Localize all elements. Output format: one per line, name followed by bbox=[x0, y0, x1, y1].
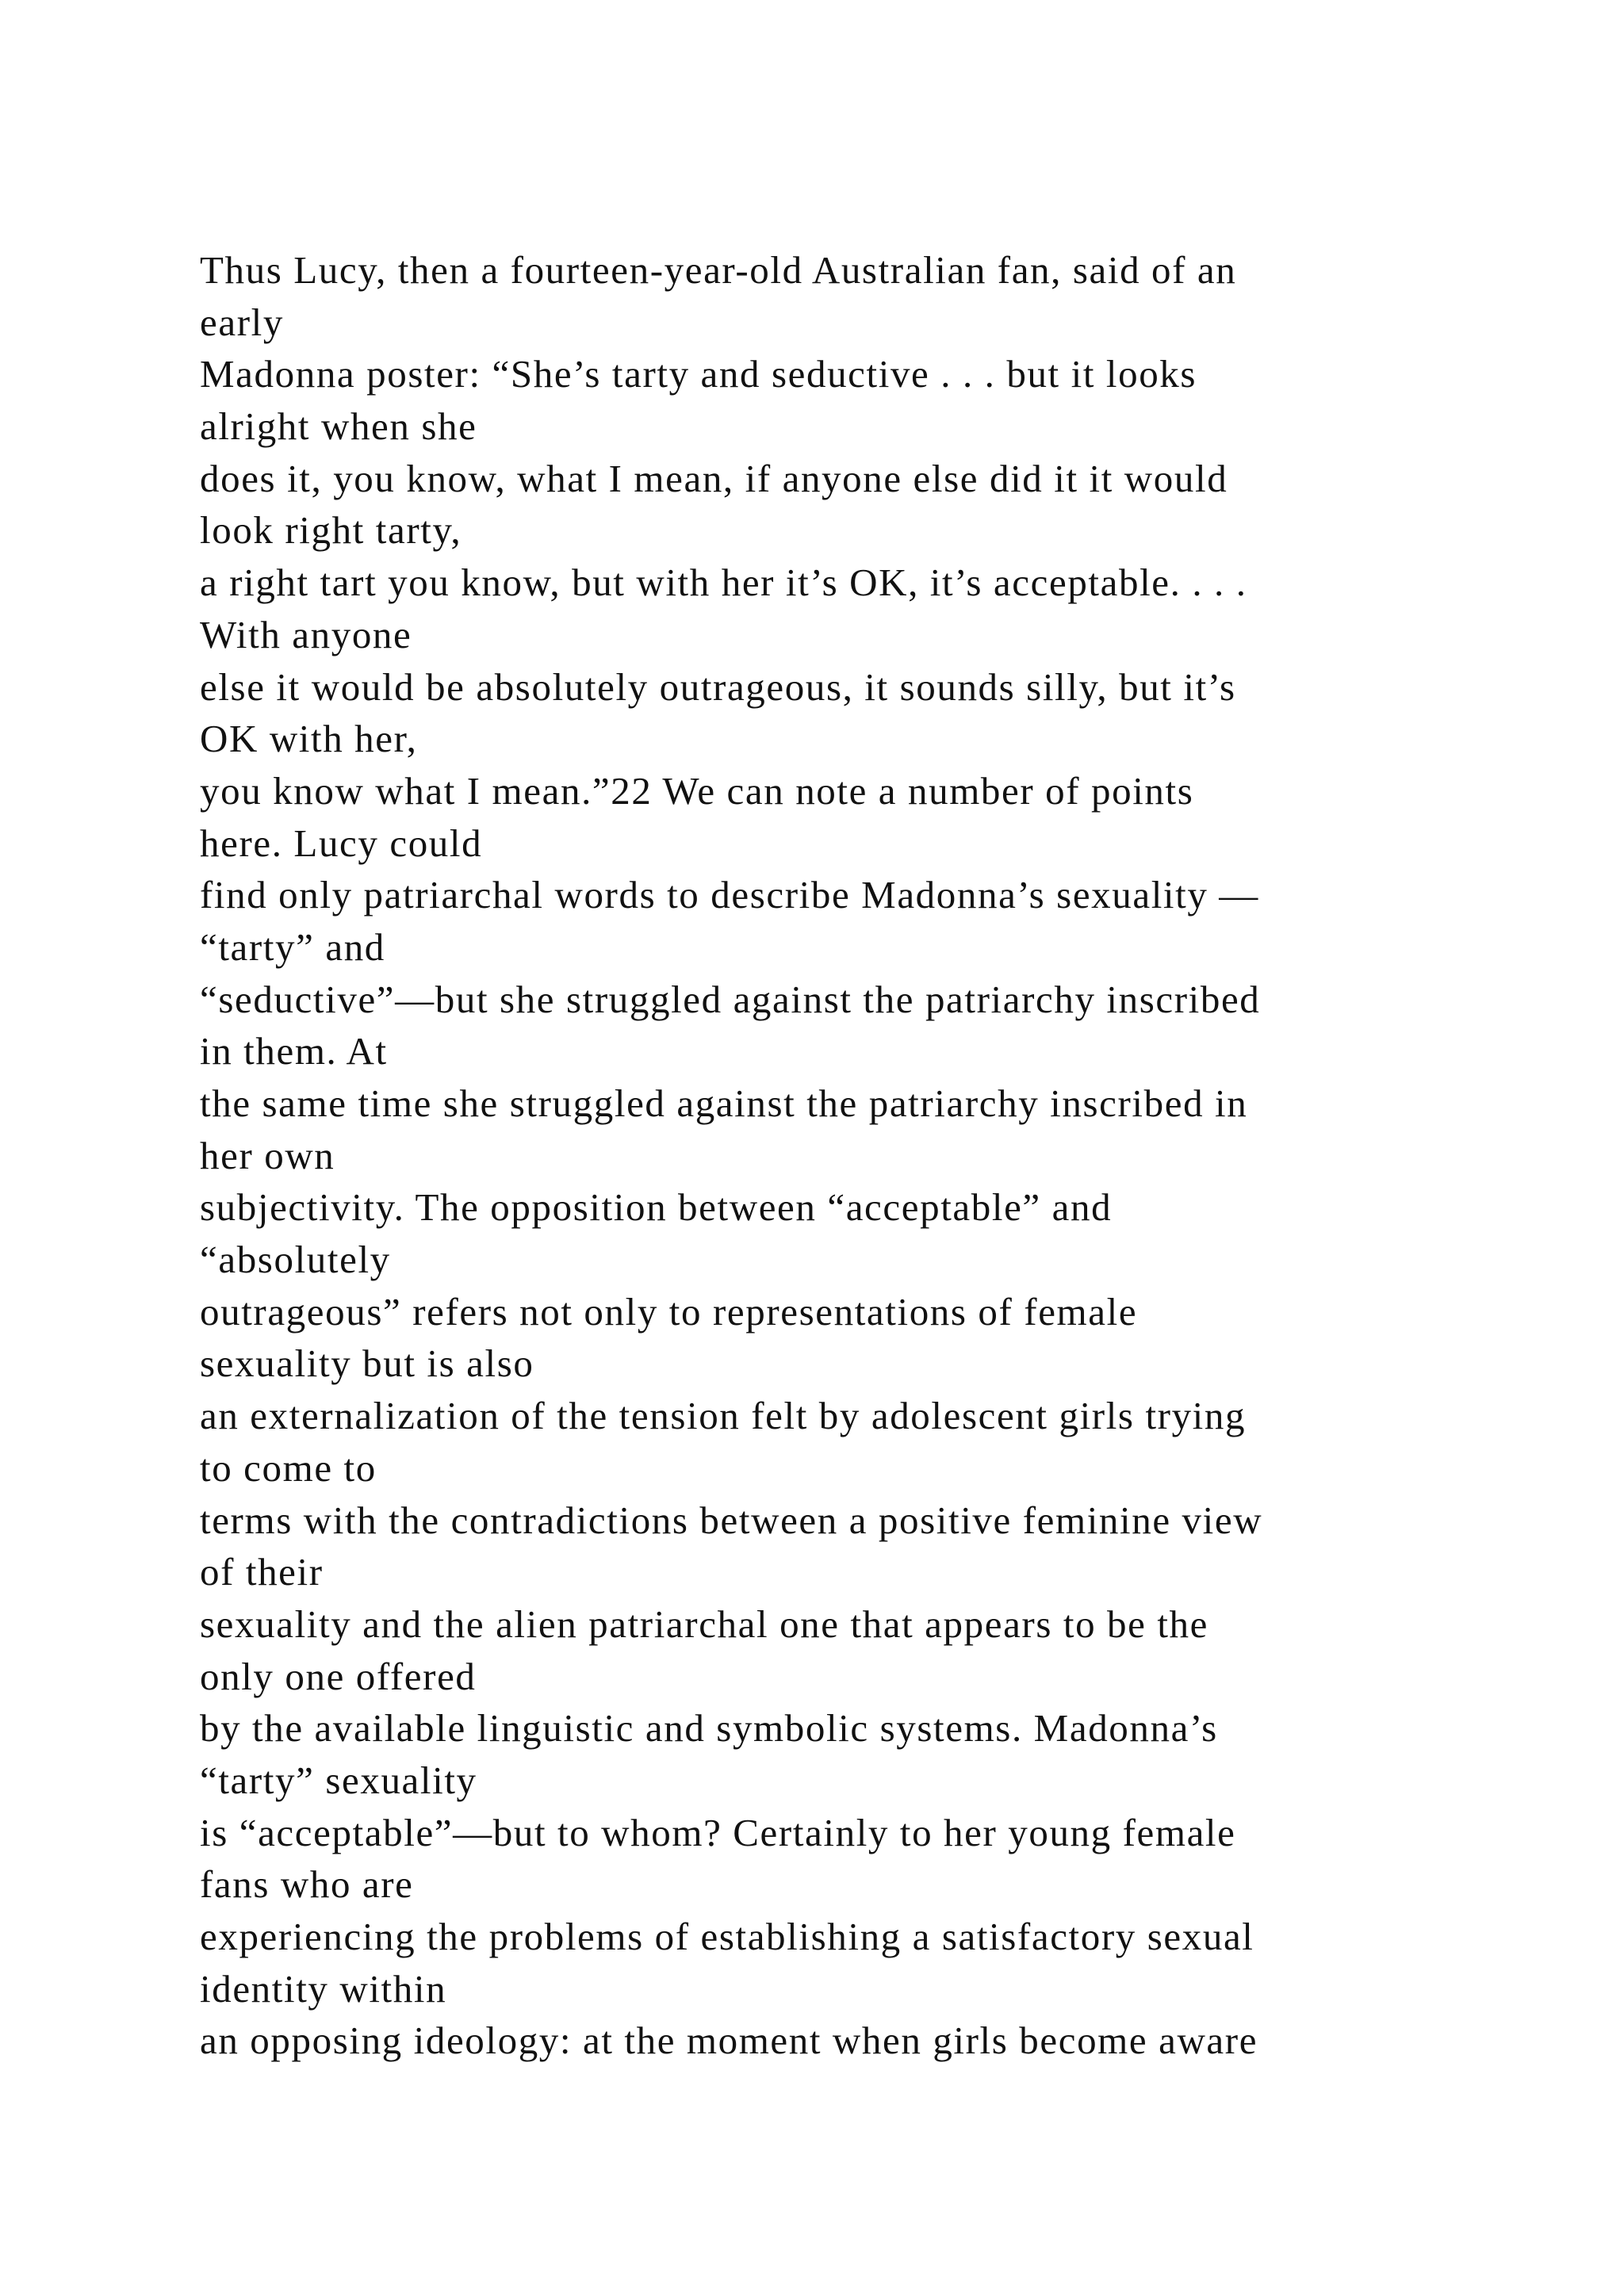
text-line: sexuality and the alien patriarchal one that appears to be the bbox=[200, 1601, 1208, 1646]
text-line: an opposing ideology: at the moment when girls become aware bbox=[200, 2019, 1258, 2063]
text-line: “seductive”—but she struggled against the patriarchy inscribed bbox=[200, 977, 1261, 1021]
text-line: is “acceptable”—but to whom? Certainly to her young female bbox=[200, 1810, 1236, 1854]
text-line: in them. At bbox=[200, 1029, 388, 1073]
text-line: sexuality but is also bbox=[200, 1341, 534, 1386]
text-line: of their bbox=[200, 1550, 324, 1594]
text-line: With anyone bbox=[200, 612, 412, 656]
text-line: by the available linguistic and symbolic systems. Madonna’s bbox=[200, 1706, 1218, 1751]
text-line: experiencing the problems of establishing a satisfactory sexual bbox=[200, 1915, 1254, 1958]
text-line: an externalization of the tension felt by adolescent girls trying bbox=[200, 1394, 1247, 1438]
text-line: alright when she bbox=[200, 404, 477, 449]
text-line: early bbox=[200, 300, 284, 344]
text-line: Madonna poster: “She’s tarty and seductive . . . but it looks bbox=[200, 352, 1197, 396]
text-line: “tarty” sexuality bbox=[200, 1758, 477, 1802]
text-line: “absolutely bbox=[200, 1238, 391, 1282]
text-line: to come to bbox=[200, 1445, 377, 1490]
text-line: the same time she struggled against the patriarchy inscribed in bbox=[200, 1081, 1248, 1125]
text-line: does it, you know, what I mean, if anyone else did it it would bbox=[200, 456, 1228, 500]
text-line: identity within bbox=[200, 1966, 447, 2011]
text-line: fans who are bbox=[200, 1862, 414, 1907]
text-line: outrageous” refers not only to representations of female bbox=[200, 1289, 1138, 1334]
text-line: here. Lucy could bbox=[200, 821, 483, 865]
text-line: OK with her, bbox=[200, 717, 418, 761]
text-line: a right tart you know, but with her it’s OK, it’s acceptable. . . . bbox=[200, 561, 1247, 605]
text-line: else it would be absolutely outrageous, it sounds silly, but it’s bbox=[200, 664, 1236, 709]
text-line: look right tarty, bbox=[200, 508, 462, 553]
text-line: find only patriarchal words to describe Madonna’s sexuality — bbox=[200, 873, 1259, 917]
text-line: subjectivity. The opposition between “acceptable” and bbox=[200, 1185, 1113, 1230]
text-line: terms with the contradictions between a positive feminine view bbox=[200, 1498, 1263, 1542]
body-text bbox=[200, 244, 1453, 2067]
text-line: you know what I mean.”22 We can note a number of points bbox=[200, 768, 1194, 813]
text-line: Thus Lucy, then a fourteen-year-old Australian fan, said of an bbox=[200, 248, 1237, 292]
text-line: her own bbox=[200, 1133, 335, 1177]
text-line: “tarty” and bbox=[200, 924, 385, 969]
text-line: only one offered bbox=[200, 1654, 477, 1698]
